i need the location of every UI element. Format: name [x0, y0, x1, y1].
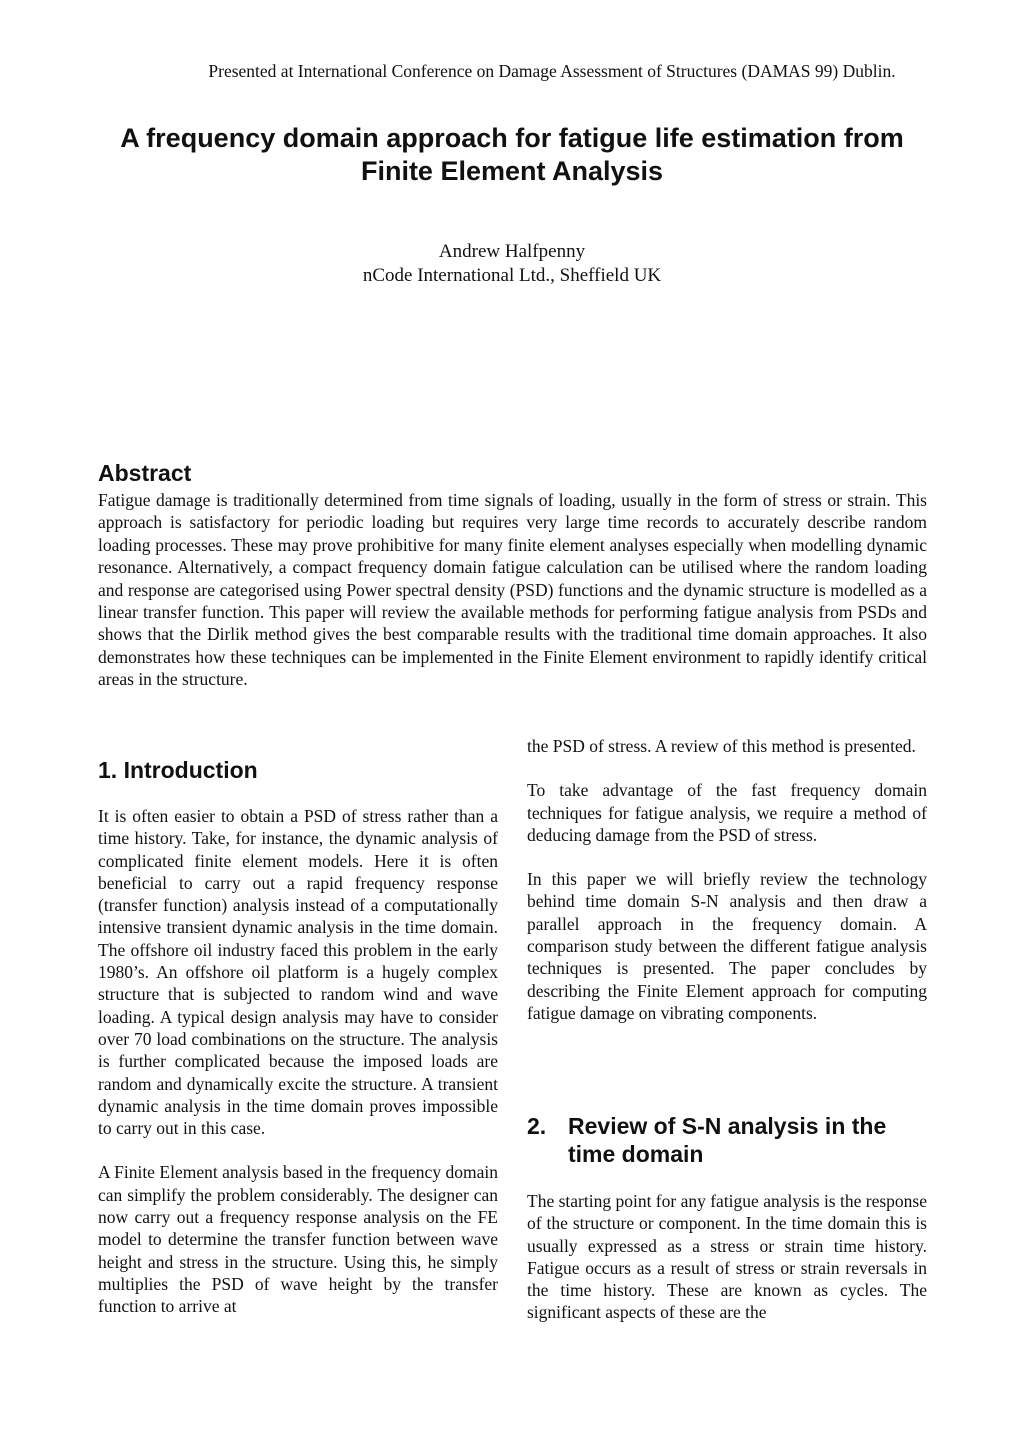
intro-paragraph-1: It is often easier to obtain a PSD of stress rather than a time history. Take, for instance, the dynamic analysis of complicated finite element models. Here it is often beneficial to carry out a rapid frequency response (transfer function) analysis instead of a computationally intensive transient dynamic analysis in the time domain. The offshore oil industry faced this problem in the early 1980’s. An offshore oil platform is a hugely complex structure that is subjected to random wind and wave loading. A typical design analysis may have to consider over 70 load combinations on the structure. The analysis is further complicated because the imposed loads are random and dynamically excite the structure. A transient dynamic analysis in the time domain proves impossible to carry out in this case. — [98, 806, 498, 1139]
author-affiliation: nCode International Ltd., Sheffield UK — [362, 265, 662, 286]
abstract-heading: Abstract — [98, 460, 192, 486]
paper-title-line-1: A frequency domain approach for fatigue life estimation from — [120, 123, 904, 153]
intro-paragraph-4: To take advantage of the fast frequency domain techniques for fatigue analysis, we require a method of deducing damage from the PSD of stress. — [527, 780, 927, 845]
paper-title — [70, 122, 954, 188]
intro-paragraph-5: In this paper we will briefly review the technology behind time domain S-N analysis and then draw a parallel approach in the frequency domain. A comparison study between the different fatigue analysis techniques is presented. The paper concludes by describing the Finite Element approach for computing fatigue damage on vibrating components. — [527, 869, 927, 1023]
abstract-body: Fatigue damage is traditionally determined from time signals of loading, usually in the form of stress or strain. This approach is satisfactory for periodic loading but requires very large time records to accurately describe random loading processes. These may prove prohibitive for many finite element analyses especially when modelling dynamic resonance. Alternatively, a compact frequency domain fatigue calculation can be utilised where the random loading and response are categorised using Power spectral density (PSD) functions and the dynamic structure is modelled as a linear transfer function. This paper will review the available methods for performing fatigue analysis from PSDs and shows that the Dirlik method gives the best comparable results with the traditional time domain approaches. It also demonstrates how these techniques can be implemented in the Finite Element environment to rapidly identify critical areas in the structure. — [98, 490, 927, 690]
author-name: Andrew Halfpenny — [438, 241, 586, 262]
section-2-number: 2. — [527, 1113, 547, 1139]
right-column-bottom — [527, 1190, 927, 1346]
author-block — [0, 240, 1024, 288]
intro-paragraph-2: A Finite Element analysis based in the frequency domain can simplify the problem considerably. The designer can now carry out a frequency response analysis on the FE model to determine the transfer function between wave height and stress in the structure. Using this, he simply multiplies the PSD of wave height by the transfer function to arrive at — [98, 1162, 498, 1317]
section-2-title: Review of S-N analysis in the time domain — [568, 1113, 887, 1167]
intro-paragraph-3: the PSD of stress. A review of this method is presented. — [527, 736, 916, 756]
introduction-heading: 1. Introduction — [98, 757, 258, 783]
section-2-paragraph-1: The starting point for any fatigue analysis is the response of the structure or component. In the time domain this is usually expressed as a stress or strain time history. Fatigue occurs as a result of stress or strain reversals in the time history. These are known as cycles. The significant aspects of these are the — [527, 1191, 927, 1323]
paper-title-line-2: Finite Element Analysis — [360, 156, 664, 186]
right-column-top — [527, 735, 927, 1046]
left-column — [98, 805, 498, 1340]
conference-header: Presented at International Conference on Damage Assessment of Structures (DAMAS 99) Dublin. — [208, 61, 896, 81]
